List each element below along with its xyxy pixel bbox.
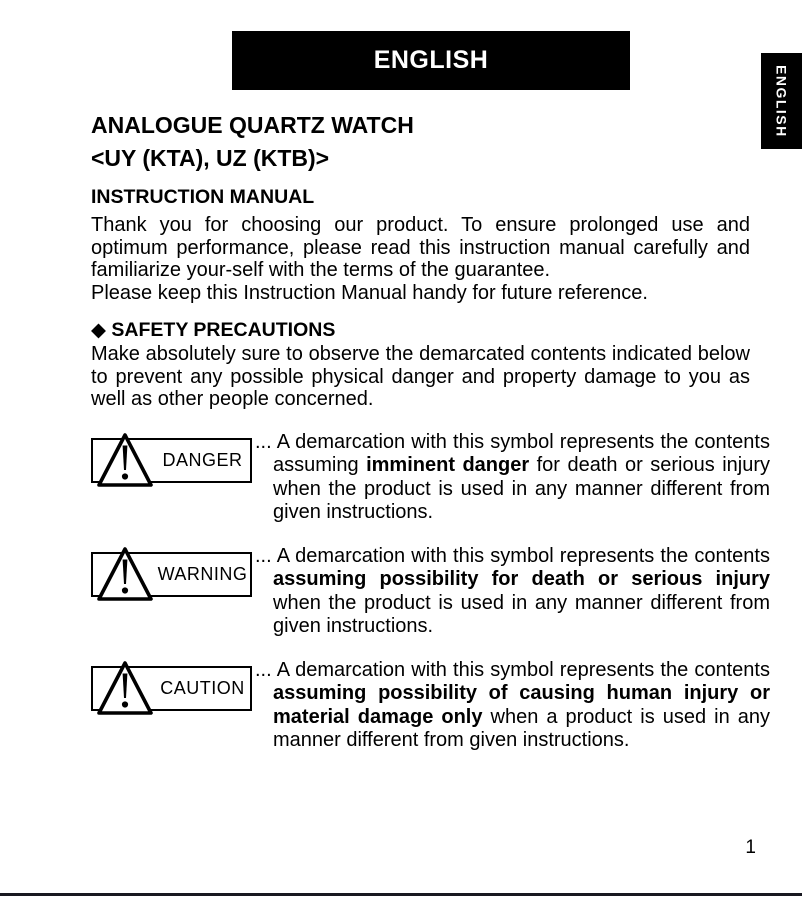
language-banner xyxy=(232,31,630,90)
danger-signal-box xyxy=(91,438,252,483)
bottom-rule xyxy=(0,893,802,896)
safety-items xyxy=(91,430,770,753)
caution-row xyxy=(91,658,770,753)
page-title-line2: <UY (KTA), UZ (KTB)> xyxy=(91,145,330,171)
warning-triangle-icon xyxy=(96,546,154,603)
language-banner-label: ENGLISH xyxy=(373,46,489,74)
caution-label: CAUTION xyxy=(160,677,245,698)
warning-description: ... A demarcation with this symbol represents the contents assuming possibility for death or serious injury when the product is used in any manner different from given instructions. xyxy=(255,544,770,637)
warning-label: WARNING xyxy=(157,563,248,584)
page-number: 1 xyxy=(745,837,756,858)
warning-signal-box xyxy=(91,552,252,597)
intro-paragraph-1: Thank you for choosing our product. To ensure prolonged use and optimum performance, please read this instruction manual carefully and familiarize your-self with the terms of the guarantee. xyxy=(91,214,750,281)
page-title-line1: ANALOGUE QUARTZ WATCH xyxy=(91,112,414,138)
caution-description: ... A demarcation with this symbol represents the contents assuming possibility of causing human injury or material damage only when a product is used in any manner different from given instructions. xyxy=(255,658,770,751)
danger-row xyxy=(91,430,770,525)
intro-paragraph-2: Please keep this Instruction Manual handy for future reference. xyxy=(91,281,648,304)
language-side-tab xyxy=(761,53,802,149)
instruction-manual-heading: INSTRUCTION MANUAL xyxy=(91,186,315,208)
warning-row xyxy=(91,544,770,639)
content-column xyxy=(91,109,770,773)
warning-triangle-icon xyxy=(96,660,154,717)
warning-triangle-icon xyxy=(96,432,154,489)
safety-precautions-heading: ◆ SAFETY PRECAUTIONS xyxy=(91,319,336,341)
safety-intro-paragraph: Make absolutely sure to observe the demarcated contents indicated below to prevent any possible physical danger and property damage to you as well as other people concerned. xyxy=(91,343,750,410)
side-tab-label: ENGLISH xyxy=(773,64,790,138)
danger-label: DANGER xyxy=(162,449,243,470)
caution-signal-box xyxy=(91,666,252,711)
page-title xyxy=(91,109,750,175)
danger-description: ... A demarcation with this symbol represents the contents assuming imminent danger for death or serious injury when the product is used in any manner different from given instructions. xyxy=(255,430,770,523)
